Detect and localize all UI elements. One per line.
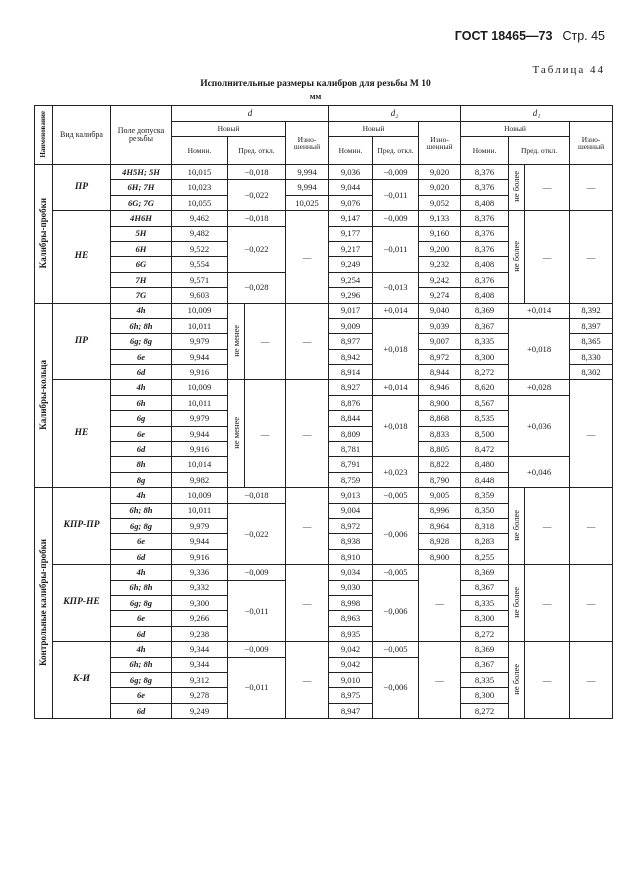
tolerance-cell: 6d [111,703,172,718]
d-nom-cell: 9,916 [172,549,228,564]
d2-worn-cell: 9,274 [419,288,461,303]
d2-nom-cell: 8,910 [329,549,373,564]
table-number: Таблица 44 [532,64,605,76]
d-worn-cell: 9,994 [286,165,329,180]
table-caption [0,78,631,102]
d2-worn-cell: 8,833 [419,426,461,441]
d1-worn-cell: — [570,211,613,303]
d2-dev-cell: −0,006 [373,580,419,642]
standard-number: ГОСТ 18465—73 [454,29,553,43]
d-nom-cell: 9,554 [172,257,228,272]
tolerance-cell: 6h [111,395,172,410]
d2-worn-cell: 9,232 [419,257,461,272]
d-worn-cell: — [286,380,329,488]
tolerance-cell: 6g; 8g [111,595,172,610]
d1-worn-cell: — [570,488,613,565]
d-dev-cell: −0,018 [228,211,286,226]
d2-nom-cell: 9,296 [329,288,373,303]
d1-nom-cell: 8,300 [461,688,509,703]
d2-worn-cell: 9,020 [419,165,461,180]
d1-nom-cell: 8,376 [461,211,509,226]
tolerance-cell: 4h [111,303,172,318]
d1-dev-cell: — [525,165,570,211]
d1-nom-cell: 8,335 [461,595,509,610]
tolerance-cell: 6G [111,257,172,272]
tolerance-cell: 6d [111,442,172,457]
d-nom-cell: 10,015 [172,165,228,180]
d1-worn-cell: 8,330 [570,349,613,364]
d2-dev-header: Пред. откл. [373,137,419,165]
d1-nom-cell: 8,300 [461,349,509,364]
d1-nom-cell: 8,620 [461,380,509,395]
table-row [35,565,613,580]
tolerance-cell: 6d [111,365,172,380]
tolerance-cell: 6H [111,241,172,256]
d1-nom-cell: 8,376 [461,165,509,180]
d-nom-cell: 9,944 [172,349,228,364]
dimensions-table [34,105,613,719]
d1-nom-cell: 8,472 [461,442,509,457]
d2-nom-cell: 9,004 [329,503,373,518]
d1-note: не более [509,211,525,303]
d-nom-cell: 9,462 [172,211,228,226]
d-nom-cell: 10,023 [172,180,228,195]
d2-nom-cell: 9,147 [329,211,373,226]
d-nom-cell: 9,916 [172,365,228,380]
d-nom-cell: 9,336 [172,565,228,580]
d2-worn-cell: 9,242 [419,272,461,287]
d2-nom-cell: 8,876 [329,395,373,410]
d1-nom-cell: 8,448 [461,472,509,487]
d2-new-header: Новый [329,122,419,137]
tolerance-cell: 4h [111,642,172,657]
d2-dev-cell: −0,011 [373,226,419,272]
d1-nom-cell: 8,318 [461,518,509,533]
d1-nom-cell: 8,480 [461,457,509,472]
tolerance-cell: 6h; 8h [111,318,172,333]
d-nom-cell: 9,944 [172,534,228,549]
d2-dev-cell: +0,014 [373,380,419,395]
d1-worn-header: Изно- шенный [570,122,613,165]
d2-nom-cell: 8,947 [329,703,373,718]
tolerance-cell: 6g [111,411,172,426]
name-header: Наименование [35,106,53,165]
tolerance-cell: 6e [111,349,172,364]
tolerance-cell: 6H; 7H [111,180,172,195]
d1-nom-cell: 8,272 [461,626,509,641]
tolerance-cell: 6e [111,688,172,703]
tolerance-cell: 7H [111,272,172,287]
d2-header: d₂ [329,106,461,122]
d2-nom-cell: 9,044 [329,180,373,195]
tolerance-cell: 6h; 8h [111,580,172,595]
d2-dev-cell: −0,005 [373,488,419,503]
d2-dev-cell: −0,013 [373,272,419,303]
d2-worn-cell: 8,996 [419,503,461,518]
d-worn-cell: — [286,211,329,303]
d1-worn-cell: — [570,565,613,642]
table-row [35,165,613,180]
d1-nom-cell: 8,335 [461,334,509,349]
d1-dev-cell: +0,046 [509,457,570,488]
d2-nom-cell: 8,938 [329,534,373,549]
d1-nom-cell: 8,535 [461,411,509,426]
kind-label: ПР [53,165,111,211]
tolerance-cell: 5H [111,226,172,241]
d2-dev-cell: −0,005 [373,565,419,580]
d2-worn-cell: 8,946 [419,380,461,395]
tolerance-cell: 6d [111,549,172,564]
d2-worn-cell: 8,868 [419,411,461,426]
d2-nom-cell: 8,977 [329,334,373,349]
d-dev-cell: −0,022 [228,503,286,565]
d1-nom-cell: 8,408 [461,257,509,272]
tolerance-cell: 6g; 8g [111,334,172,349]
tolerance-cell: 4H6H [111,211,172,226]
d-nom-cell: 10,014 [172,457,228,472]
d-nom-cell: 10,009 [172,380,228,395]
tolerance-cell: 6h; 8h [111,657,172,672]
d2-worn-cell: 8,790 [419,472,461,487]
d2-nom-cell: 9,030 [329,580,373,595]
d1-nom-cell: 8,369 [461,303,509,318]
d1-dev-cell: +0,028 [509,380,570,395]
kind-label: НЕ [53,380,111,488]
d-dev-cell: −0,018 [228,488,286,503]
d1-dev-cell: — [525,211,570,303]
tolerance-cell: 6d [111,626,172,641]
group-label: Калибры-пробки [35,165,53,304]
d2-dev-cell: −0,006 [373,503,419,565]
d2-dev-cell: −0,009 [373,165,419,180]
d-worn-cell: — [286,303,329,380]
d1-worn-cell: — [570,380,613,488]
d2-dev-cell: −0,006 [373,657,419,719]
d-dev-cell: — [245,380,286,488]
d-nom-cell: 9,979 [172,334,228,349]
d1-dev-cell: — [525,488,570,565]
d1-nom-cell: 8,335 [461,672,509,687]
tolerance-cell: 8h [111,457,172,472]
d-worn-cell: — [286,488,329,565]
d-nom-cell: 9,979 [172,411,228,426]
d1-nom-cell: 8,376 [461,180,509,195]
d2-dev-cell: +0,018 [373,318,419,380]
d2-worn-cell: 9,133 [419,211,461,226]
d-dev-cell: −0,011 [228,657,286,719]
d2-worn-cell: 8,805 [419,442,461,457]
d2-nom-cell: 9,034 [329,565,373,580]
d-nom-cell: 9,916 [172,442,228,457]
d1-nom-cell: 8,367 [461,657,509,672]
d1-note: не более [509,488,525,565]
group-label: Контрольные калибры-пробки [35,488,53,719]
d-worn-cell: — [286,642,329,719]
d-nom-cell: 9,278 [172,688,228,703]
d2-nom-cell: 9,017 [329,303,373,318]
d-dev-header: Пред. откл. [228,137,286,165]
d1-nom-cell: 8,376 [461,241,509,256]
d-nom-cell: 10,011 [172,503,228,518]
kind-label: ПР [53,303,111,380]
tolerance-cell: 4H5H; 5H [111,165,172,180]
d1-nom-cell: 8,367 [461,580,509,595]
d2-nom-cell: 9,042 [329,657,373,672]
d-nom-cell: 9,982 [172,472,228,487]
d-dev-cell: −0,011 [228,580,286,642]
d2-worn-cell: 9,005 [419,488,461,503]
d1-nom-cell: 8,272 [461,365,509,380]
d-nom-cell: 9,312 [172,672,228,687]
d1-nom-cell: 8,369 [461,565,509,580]
d1-nom-cell: 8,272 [461,703,509,718]
d-nom-cell: 10,009 [172,303,228,318]
d-new-header: Новый [172,122,286,137]
d-nom-cell: 9,238 [172,626,228,641]
d1-dev-cell: +0,018 [509,318,570,380]
d-nom-cell: 9,603 [172,288,228,303]
d1-note: не более [509,165,525,211]
tolerance-cell: 6h; 8h [111,503,172,518]
tolerance-cell: 6g; 8g [111,672,172,687]
d1-nom-cell: 8,376 [461,226,509,241]
d1-dev-cell: +0,014 [509,303,570,318]
tolerance-cell: 7G [111,288,172,303]
d1-note: не более [509,642,525,719]
d-dev-cell: −0,009 [228,642,286,657]
d1-nom-cell: 8,283 [461,534,509,549]
d2-nom-cell: 8,963 [329,611,373,626]
tolerance-cell: 6e [111,426,172,441]
d2-nom-cell: 9,042 [329,642,373,657]
d-nom-cell: 9,571 [172,272,228,287]
d2-nom-cell: 9,249 [329,257,373,272]
d-dev-cell: −0,022 [228,180,286,211]
d-nom-cell: 10,055 [172,195,228,210]
d2-worn-cell: 8,900 [419,395,461,410]
kind-label: К-И [53,642,111,719]
d1-worn-cell: — [570,642,613,719]
table-row [35,303,613,318]
d2-worn-cell: 8,900 [419,549,461,564]
d2-worn-cell: 8,964 [419,518,461,533]
d2-nom-cell: 8,972 [329,518,373,533]
d2-nom-cell: 8,759 [329,472,373,487]
d2-nom-cell: 8,942 [329,349,373,364]
page-header [455,29,605,43]
caption-title: Исполнительные размеры калибров для резьбы М 10 [200,79,431,89]
d-nom-cell: 9,344 [172,657,228,672]
d2-worn-cell: 9,039 [419,318,461,333]
d2-worn-cell: 9,160 [419,226,461,241]
d2-nom-cell: 9,009 [329,318,373,333]
d-note: не менее [228,380,245,488]
kind-label: КПР-НЕ [53,565,111,642]
tolerance-cell: 6e [111,534,172,549]
d1-nom-cell: 8,300 [461,611,509,626]
d-nom-cell: 10,011 [172,318,228,333]
d-nom-cell: 10,009 [172,488,228,503]
d1-nom-cell: 8,500 [461,426,509,441]
d2-worn-cell: 8,972 [419,349,461,364]
d-nom-cell: 9,266 [172,611,228,626]
table-row [35,642,613,657]
d2-worn-cell: 8,822 [419,457,461,472]
d1-dev-cell: — [525,565,570,642]
d-dev-cell: −0,022 [228,226,286,272]
d2-worn-cell: 8,928 [419,534,461,549]
d-dev-cell: −0,018 [228,165,286,180]
tolerance-cell: 8g [111,472,172,487]
d-nom-cell: 9,944 [172,426,228,441]
table-head [35,106,613,165]
d2-nom-cell: 8,791 [329,457,373,472]
tolerance-cell: 6g; 8g [111,518,172,533]
d2-dev-cell: −0,011 [373,180,419,211]
d-dev-cell: −0,009 [228,565,286,580]
d-nom-cell: 9,482 [172,226,228,241]
d2-nom-cell: 9,013 [329,488,373,503]
d2-nom-cell: 8,781 [329,442,373,457]
d2-dev-cell: −0,009 [373,211,419,226]
kind-label: НЕ [53,211,111,303]
d2-worn-cell: 9,200 [419,241,461,256]
page-number: Стр. 45 [562,29,605,43]
d2-nom-cell: 8,914 [329,365,373,380]
d2-nom-cell: 9,010 [329,672,373,687]
d-header: d [172,106,329,122]
d2-dev-cell: −0,005 [373,642,419,657]
d2-worn-cell: 9,040 [419,303,461,318]
d2-nom-cell: 8,935 [329,626,373,641]
d2-nom-cell: 8,809 [329,426,373,441]
d2-nom-cell: 8,927 [329,380,373,395]
d1-worn-cell: 8,397 [570,318,613,333]
d1-worn-cell: 8,392 [570,303,613,318]
d-worn-cell: 9,994 [286,180,329,195]
kind-label: КПР-ПР [53,488,111,565]
d1-new-header: Новый [461,122,570,137]
d2-nom-cell: 9,036 [329,165,373,180]
d1-nom-cell: 8,567 [461,395,509,410]
d-nom-cell: 9,300 [172,595,228,610]
d-worn-cell: — [286,565,329,642]
d1-worn-cell: — [570,165,613,211]
d-dev-cell: — [245,303,286,380]
d-worn-header: Изно- шенный [286,122,329,165]
table-row [35,380,613,395]
d1-nom-cell: 8,350 [461,503,509,518]
d-nom-cell: 9,344 [172,642,228,657]
d1-nom-cell: 8,369 [461,642,509,657]
tolerance-header: Поле допуска резьбы [111,106,172,165]
d1-nom-cell: 8,376 [461,272,509,287]
d1-header: d₁ [461,106,613,122]
d2-nom-header: Номин. [329,137,373,165]
kind-header: Вид калибра [53,106,111,165]
d1-worn-cell: 8,302 [570,365,613,380]
d1-nom-cell: 8,367 [461,318,509,333]
d2-nom-cell: 8,844 [329,411,373,426]
d2-nom-cell: 8,975 [329,688,373,703]
d2-nom-cell: 9,177 [329,226,373,241]
d1-dev-cell: +0,036 [509,395,570,457]
group-label: Калибры-кольца [35,303,53,488]
d1-nom-cell: 8,359 [461,488,509,503]
d-note: не менее [228,303,245,380]
d2-nom-cell: 9,254 [329,272,373,287]
d2-nom-cell: 9,217 [329,241,373,256]
table-row [35,211,613,226]
d2-nom-cell: 8,998 [329,595,373,610]
d-nom-cell: 10,011 [172,395,228,410]
tolerance-cell: 4h [111,380,172,395]
d2-worn-header: Изно- шенный [419,122,461,165]
d2-worn-cell: — [419,565,461,642]
d1-nom-cell: 8,408 [461,195,509,210]
d1-note: не более [509,565,525,642]
d-nom-cell: 9,249 [172,703,228,718]
d-nom-cell: 9,979 [172,518,228,533]
table-body [35,165,613,719]
d2-worn-cell: 8,944 [419,365,461,380]
d-worn-cell: 10,025 [286,195,329,210]
d2-dev-cell: +0,014 [373,303,419,318]
d2-worn-cell: — [419,642,461,719]
tolerance-cell: 6G; 7G [111,195,172,210]
d1-worn-cell: 8,365 [570,334,613,349]
d2-worn-cell: 9,052 [419,195,461,210]
d2-nom-cell: 9,076 [329,195,373,210]
d1-nom-header: Номин. [461,137,509,165]
d-nom-header: Номин. [172,137,228,165]
d-dev-cell: −0,028 [228,272,286,303]
d-nom-cell: 9,332 [172,580,228,595]
d1-nom-cell: 8,408 [461,288,509,303]
d1-dev-header: Пред. откл. [509,137,570,165]
d-nom-cell: 9,522 [172,241,228,256]
table-row [35,488,613,503]
tolerance-cell: 4h [111,565,172,580]
d2-dev-cell: +0,018 [373,395,419,457]
caption-unit: мм [309,91,322,101]
tolerance-cell: 6e [111,611,172,626]
d2-worn-cell: 9,007 [419,334,461,349]
tolerance-cell: 4h [111,488,172,503]
d1-dev-cell: — [525,642,570,719]
d2-dev-cell: +0,023 [373,457,419,488]
d1-nom-cell: 8,255 [461,549,509,564]
d2-worn-cell: 9,020 [419,180,461,195]
